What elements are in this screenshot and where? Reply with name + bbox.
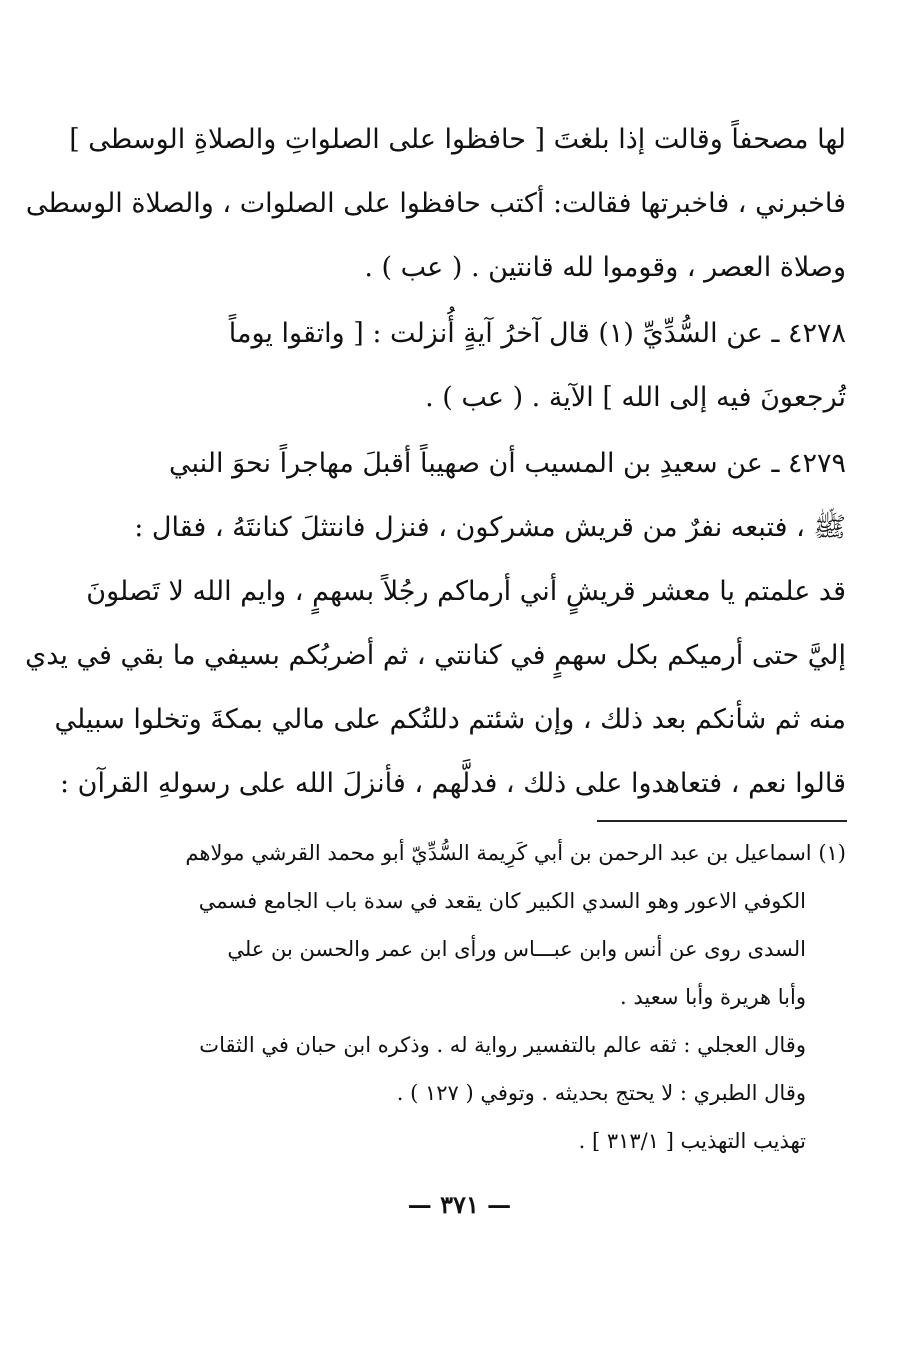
- footnote-line: تهذيب التهذيب [ ٣١٣/١ ] .: [578, 1129, 806, 1153]
- paragraph-continuation: [25, 120, 846, 288]
- text-line: ﷺ ، فتبعه نفرٌ من قريش مشركون ، فنزل فانتثلَ كنانتَهُ ، فقال :: [134, 512, 846, 543]
- footnote-line: الكوفي الاعور وهو السدي الكبير كان يقعد في سدة باب الجامع فسمي: [198, 889, 806, 913]
- text-line: إليَّ حتى أرميكم بكل سهمٍ في كنانتي ، ثم أضربُكم بسيفي ما بقي في يدي: [25, 640, 846, 671]
- text-line: تُرجعونَ فيه إلى الله ] الآية . ( عب ) .: [425, 382, 846, 413]
- footnotes: [140, 838, 846, 1174]
- paragraph-4279: [25, 444, 846, 804]
- footnote-line: (١) اسماعيل بن عبد الرحمن بن أبي كَرِيمة السُّدِّيّ أبو محمد القرشي مولاهم: [185, 841, 846, 865]
- text-line: منه ثم شأنكم بعد ذلك ، وإن شئتم دللتُكم على مالي بمكةَ وتخلوا سبيلي: [54, 704, 846, 735]
- footnote-line: وقال العجلي : ثقه عالم بالتفسير رواية له . وذكره ابن حبان في الثقات: [199, 1033, 806, 1057]
- footnote-separator: [597, 820, 847, 822]
- text-line: قد علمتم يا معشر قريشٍ أني أرماكم رجُلاً بسهمٍ ، وايم الله لا تَصلونَ: [86, 576, 846, 607]
- text-line: فاخبرني ، فاخبرتها فقالت: أكتب حافظوا على الصلوات ، والصلاة الوسطى: [25, 188, 846, 219]
- page-number: — ٣٧١ —: [407, 1190, 512, 1219]
- text-line: ٤٢٧٩ ـ عن سعيدِ بن المسيب أن صهيباً أقبلَ مهاجراً نحوَ النبي: [169, 448, 846, 479]
- footnote-line: وأبا هريرة وأبا سعيد .: [620, 985, 806, 1009]
- footnote-line: وقال الطبري : لا يحتج بحديثه . وتوفي ( ١٢٧ ) .: [396, 1081, 806, 1105]
- text-line: قالوا نعم ، فتعاهدوا على ذلك ، فدلَّهم ، فأنزلَ الله على رسولهِ القرآن :: [59, 768, 846, 799]
- paragraph-4278: [140, 314, 846, 418]
- text-line: لها مصحفاً وقالت إذا بلغتَ [ حافظوا على الصلواتِ والصلاةِ الوسطى ]: [69, 124, 846, 155]
- text-line: ٤٢٧٨ ـ عن السُّدِّيِّ (١) قال آخرُ آيةٍ أُنزلت : [ واتقوا يوماً: [228, 318, 846, 349]
- main-text: [25, 120, 846, 830]
- text-line: وصلاة العصر ، وقوموا لله قانتين . ( عب ) .: [364, 252, 846, 283]
- footnote-line: السدى روى عن أنس وابن عبـــاس ورأى ابن عمر والحسن بن علي: [227, 937, 806, 961]
